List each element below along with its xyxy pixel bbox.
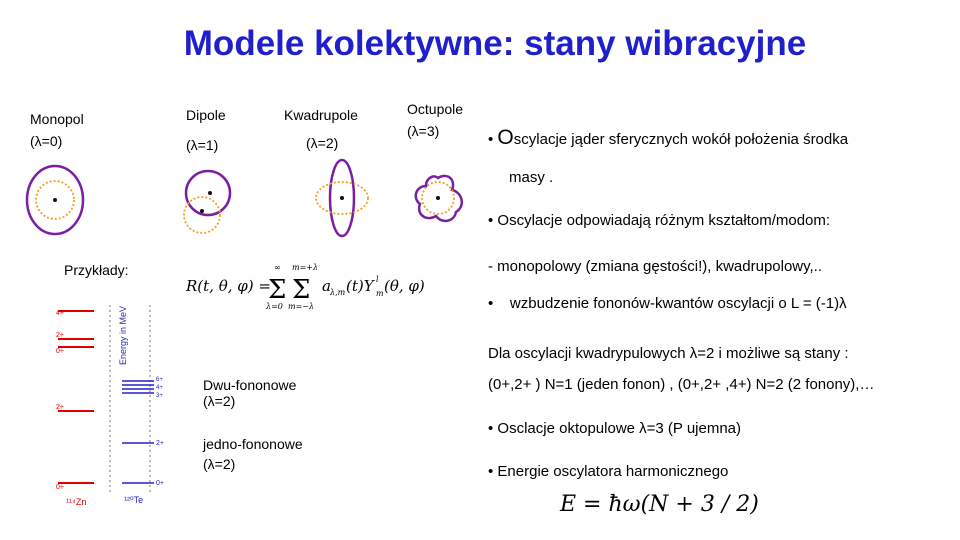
svg-text:∞: ∞ <box>274 263 281 272</box>
bullet-dot: • <box>488 463 498 480</box>
svg-text:l: l <box>376 275 379 284</box>
bullet-1-rest: scylacje jąder sferycznych wokół położenia środka <box>513 131 849 148</box>
dipole-center-2 <box>208 191 212 195</box>
level-label-right-4: 2+ <box>156 440 164 447</box>
nucleus-right: ¹²⁰Te <box>124 495 144 505</box>
jedno-fononowe-label: jedno-fononowe <box>203 436 303 452</box>
bullet-1-line2: masy . <box>509 169 554 186</box>
level-label-right-5: 0+ <box>156 480 164 487</box>
level-label-left-2: 2+ <box>56 332 64 339</box>
jedno-fononowe-lambda: (λ=2) <box>203 456 236 472</box>
dipol-lambda: (λ=1) <box>186 137 219 153</box>
svg-text:a: a <box>322 277 331 295</box>
level-label-left-5: 0+ <box>56 484 64 491</box>
quadrupole-center <box>340 196 344 200</box>
monopol-label: Monopol <box>30 111 84 127</box>
level-label-left-4: 2+ <box>56 404 64 411</box>
expansion-equation <box>180 258 440 318</box>
level-scheme <box>50 285 180 510</box>
octupole-center <box>436 196 440 200</box>
svg-text:Σ: Σ <box>268 275 287 305</box>
level-label-left-3: 0+ <box>56 348 64 355</box>
energy-equation: E = ħω(N + 3 / 2) <box>560 492 759 517</box>
level-label-right-2: 4+ <box>156 385 163 391</box>
bullet-7 <box>488 419 741 439</box>
nucleus-left: ¹¹⁴Zn <box>66 497 87 507</box>
bullet-dot: • <box>488 295 510 312</box>
dwu-fononowe-label: Dwu-fononowe <box>203 377 297 393</box>
level-label-right-3: 3+ <box>156 393 163 399</box>
svg-text:Σ: Σ <box>292 275 311 305</box>
bullet-2 <box>488 211 830 231</box>
bullet-dot: • <box>488 131 498 148</box>
page-title: Modele kolektywne: stany wibracyjne <box>183 24 807 63</box>
svg-text:λ=0: λ=0 <box>266 302 283 311</box>
bullet-8-text: Energie oscylatora harmonicznego <box>497 463 729 480</box>
bullet-4 <box>488 294 847 314</box>
svg-text:(θ, φ): (θ, φ) <box>384 277 425 295</box>
svg-text:(t)Y: (t)Y <box>346 277 374 295</box>
svg-text:λ,m: λ,m <box>330 288 346 297</box>
dipol-label: Dipole <box>186 107 226 123</box>
dwu-fononowe-lambda: (λ=2) <box>203 393 236 409</box>
bullet-5: Dla oscylacji kwadrypulowych λ=2 i możliwe są stany : <box>488 345 849 362</box>
przyklady-label: Przykłady: <box>64 262 129 278</box>
svg-text:m: m <box>376 289 384 298</box>
oktupol-label: Octupole <box>407 101 464 117</box>
svg-text:m=−λ: m=−λ <box>288 302 315 311</box>
dipole-center <box>200 209 204 213</box>
bullet-4-text: wzbudzenie fononów-kwantów oscylacji o L = (-1)λ <box>509 295 847 312</box>
bullet-2-text: Oscylacje odpowiadają różnym kształtom/modom: <box>497 212 831 229</box>
bullet-7-text: Osclacje oktopulowe λ=3 (P ujemna) <box>497 420 742 437</box>
bullet-1 <box>488 128 848 150</box>
bullet-8 <box>488 462 728 482</box>
monopole-center <box>53 198 57 202</box>
level-label-left-1: 4+ <box>56 310 64 317</box>
oktupol-lambda: (λ=3) <box>407 123 440 139</box>
bullet-dot: • <box>488 212 498 229</box>
energy-axis-label: Energy in MeV <box>118 305 128 365</box>
kwadrupol-label: Kwadrupole <box>284 107 358 123</box>
kwadrupol-lambda: (λ=2) <box>306 135 339 151</box>
monopol-lambda: (λ=0) <box>30 133 63 149</box>
bullet-3: - monopolowy (zmiana gęstości!), kwadrupolowy,.. <box>488 258 823 275</box>
level-label-right-1: 6+ <box>156 377 163 383</box>
bullet-dot: • <box>488 420 498 437</box>
bullet-1-first: O <box>497 126 514 149</box>
bullet-6: (0+,2+ ) N=1 (jeden fonon) , (0+,2+ ,4+) N=2 (2 fonony),… <box>488 376 875 393</box>
svg-text:R(t, θ, φ) =: R(t, θ, φ) = <box>186 277 271 295</box>
svg-text:m=+λ: m=+λ <box>292 263 319 272</box>
